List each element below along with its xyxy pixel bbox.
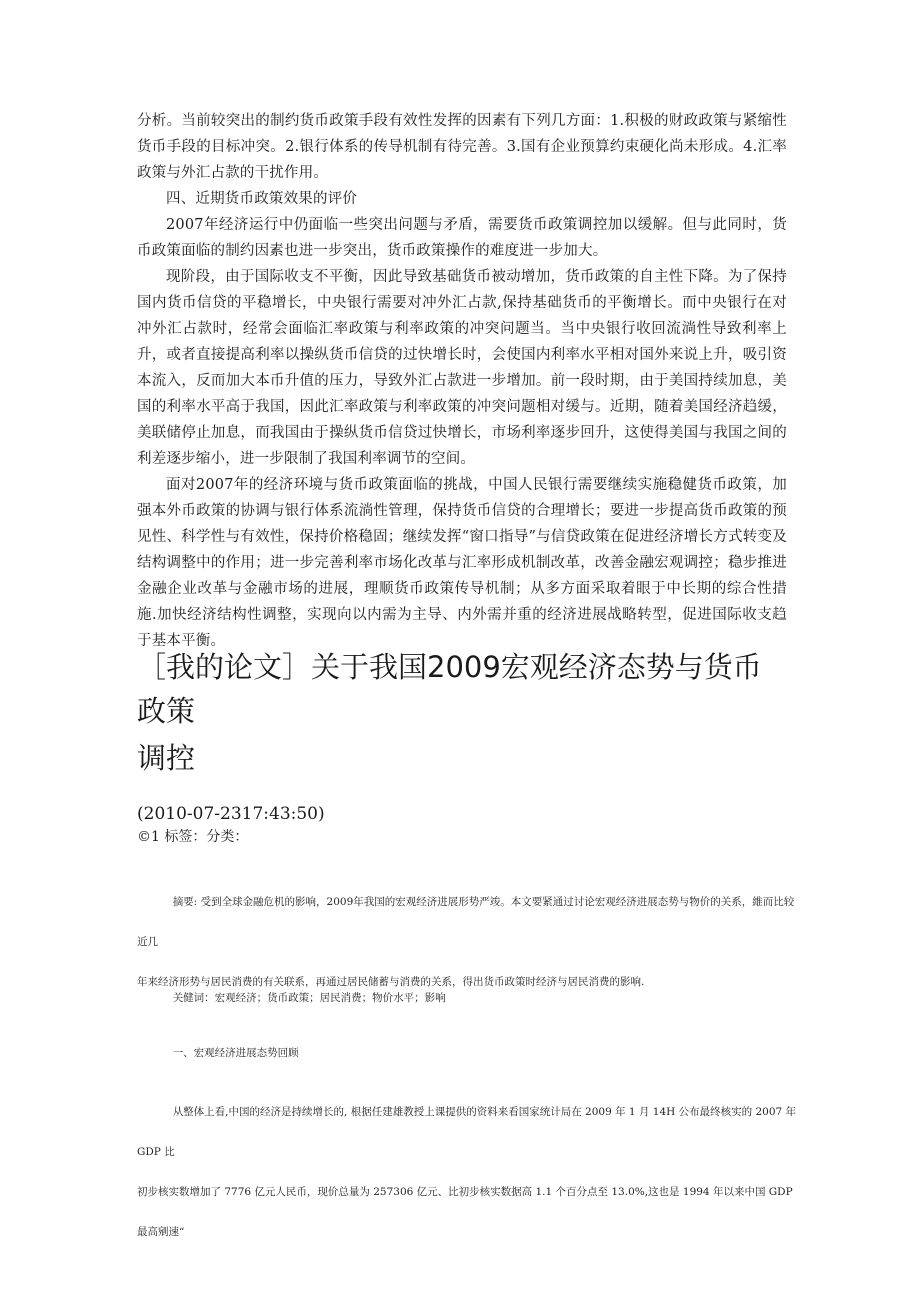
article-title: ［我的论文］关于我国2009宏观经济态势与货币政策: [137, 650, 762, 728]
abstract-line-2: 年来经济形势与居民消费的有关联系，再通过居民储蓄与消费的关系，得出货币政策时经济与居民消费的影响.: [137, 976, 645, 988]
body-text: [137, 108, 787, 654]
section-heading-four: 四、近期货币政策效果的评价: [166, 191, 358, 207]
section-one-title: 一、宏观经济进展态势回顾: [172, 1047, 299, 1059]
overview-paragraph: [137, 1092, 797, 1252]
overview-line-1: 从整体上看,中国的经济是持续增长的, 根据任建雄教授上课提供的资料来看国家统计局在 2009 年 1 月 14H 公布最终核实的 2007 年 GDP 比: [137, 1106, 797, 1158]
keywords: [137, 978, 797, 1018]
section-one-heading: [137, 1033, 797, 1073]
abstract-line-1: 摘要: 受到全球金融危机的影响，2009年我国的宏观经济进展形势严竣。本文要紧通过讨论宏观经济进展态势与物价的关系，維而比较近几: [137, 896, 795, 948]
article-meta: ©1 标签：分类：: [137, 829, 249, 845]
article-date: (2010-07-2317:43:50): [137, 804, 325, 824]
paragraph-2007-economy: 2007年经济运行中仍面临一些突出问题与矛盾，需要货币政策调控加以缓解。但与此同时，货币政策面临的制约因素也进一步突出，货币政策操作的难度进一步加大。: [137, 217, 787, 259]
keywords-line: 关健词：宏观经济；货币政策；居民消费；物价水平；影响: [172, 992, 446, 1004]
paragraph-pboc-challenges: 面对2007年的经济环境与货币政策面临的挑战，中国人民银行需要继续实施稳健货币政策，加强本外币政策的协调与银行体系流淌性管理，保持货币信贷的合理增长；要进一步提高货币政策的预见性、科学性与有效性，保持价格稳固；继续发挥“窗口指导”与信贷政策在促进经济增长方式转变及结构调整中的作用；进一步完善利率市场化改革与汇率形成机制改革，改善金融宏观调控；稳步推进金融企业改革与金融市场的进展，理顺货币政策传导机制；从多方面采取着眼于中长期的综合性措施.加快经济结构性调整，实现向以内需为主导、内外需并重的经济进展战略转型，促进国际收支趋于基本平衡。: [137, 477, 787, 649]
overview-line-2: 初步核实数增加了 7776 亿元人民币，现价总量为 257306 亿元、比初步核实数据高 1.1 个百分点至 13.0%,这也是 1994 年以来中国 GDP 最高剜速“: [137, 1186, 793, 1238]
paragraph-continuation: 分析。当前较突出的制约货币政策手段有效性发挥的因素有下列几方面：1.积极的财政政策与紧缩性货币手段的目标冲突。2.银行体系的传导机制有待完善。3.国有企业预算约束硬化尚未形成。4.汇率政策与外汇占款的干扰作用。: [137, 113, 787, 181]
article-title-continuation: 调控: [137, 741, 196, 775]
paragraph-current-stage: 现阶段，由于国际收支不平衡，因此导致基础货币被动增加，货币政策的自主性下降。为了保持国内货币信贷的平稳增长，中央银行需要对冲外汇占款,保持基础货币的平衡增长。而中央银行在对冲外汇占款时，经常会面临汇率政策与利率政策的冲突问题当。当中央银行收回流淌性导致利率上升，或者直接提高利率以操纵货币信贷的过快增长时，会使国内利率水平相对国外来说上升，吸引资本流入，反而加大本币升值的压力，导致外汇占款进一步增加。前一段时期，由于美国持续加息，美国的利率水平高于我国，因此汇率政策与利率政策的冲突问题相对缓与。近期，随着美国经济趋缓，美联储停止加息，而我国由于操纵货币信贷过快增长，市场利率逐步回升，这使得美国与我国之间的利差逐步缩小，进一步限制了我国利率调节的空间。: [137, 269, 787, 467]
